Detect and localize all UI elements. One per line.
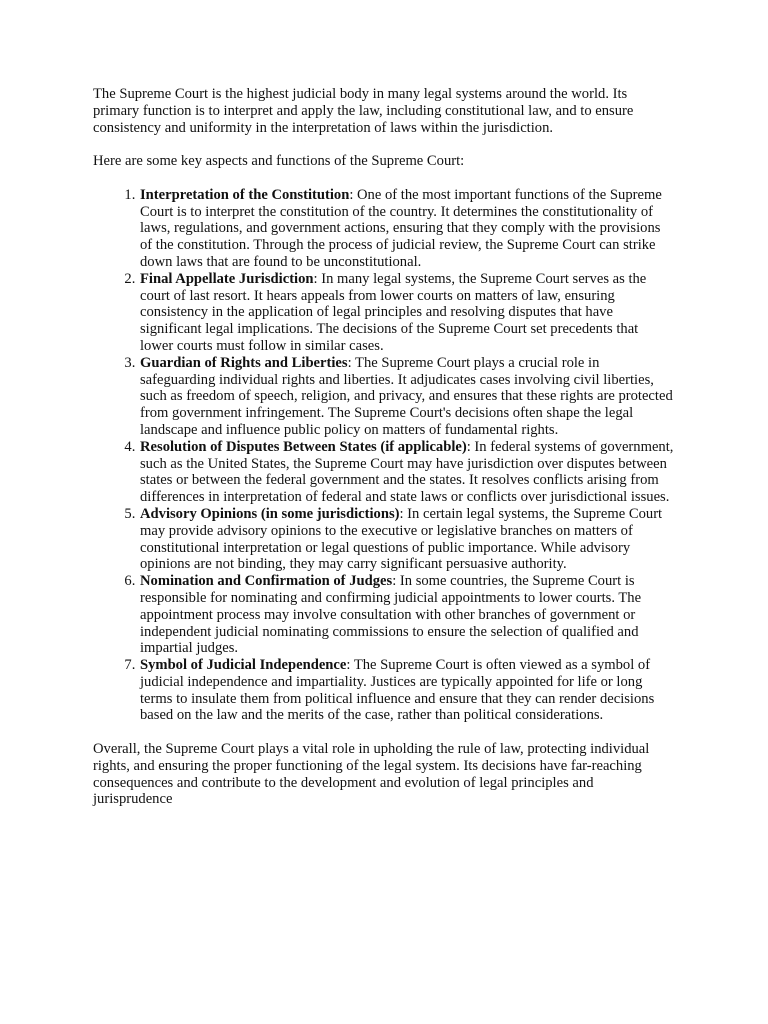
item-title: Final Appellate Jurisdiction [140,270,314,287]
list-item [139,187,675,271]
item-text: : In certain legal systems, the Supreme Court may provide advisory opinions to the executive or legislative branches on matters of constitutional interpretation or legal questions of public importance. While advisory opinions are not binding, they may carry significant persuasive authority. [140,505,663,573]
list-item [139,439,675,506]
item-text: : One of the most important functions of the Supreme Court is to interpret the constitution of the country. It determines the constitutionality of laws, regulations, and government actions, ensuring that they comply with the provisions of the constitution. Through the process of judicial review, the Supreme Court can strike down laws that are found to be unconstitutional. [140,186,662,270]
list-item [139,506,675,573]
item-title: Interpretation of the Constitution [140,186,350,203]
functions-list [93,187,675,725]
item-title: Symbol of Judicial Independence [140,657,347,674]
item-text: : The Supreme Court is often viewed as a symbol of judicial independence and impartiality. Justices are typically appointed for life or long terms to insulate them from political influence and ensure that they can render decisions based on the law and the merits of the case, rather than political considerations. [140,657,655,724]
item-title: Guardian of Rights and Liberties [140,354,348,371]
item-title: Advisory Opinions (in some jurisdictions) [140,505,400,522]
lead-paragraph: Here are some key aspects and functions of the Supreme Court: [93,153,465,170]
item-text: : In some countries, the Supreme Court is responsible for nominating and confirming judicial appointments to lower courts. The appointment process may involve consultation with other branches of government or independent judicial nominating commissions to ensure the selection of qualified and impartial judges. [140,573,642,657]
document-page [93,86,675,808]
conclusion-paragraph: Overall, the Supreme Court plays a vital role in upholding the rule of law, protecting individual rights, and ensuring the proper functioning of the legal system. Its decisions have far-reaching consequences and contribute to the development and evolution of legal principles and jurisprudence [93,741,650,808]
intro-paragraph: The Supreme Court is the highest judicial body in many legal systems around the world. Its primary function is to interpret and apply the law, including constitutional law, and to ensure consistency and uniformity in the interpretation of laws within the jurisdiction. [93,86,634,136]
list-item [139,271,675,355]
list-item [139,355,675,439]
item-text: : In many legal systems, the Supreme Court serves as the court of last resort. It hears appeals from lower courts on matters of law, ensuring consistency in the application of legal principles and resolving disputes that have significant legal implications. The decisions of the Supreme Court set precedents that lower courts must follow in similar cases. [140,270,647,354]
list-item [139,657,675,724]
list-item [139,573,675,657]
item-title: Resolution of Disputes Between States (if applicable) [140,438,467,455]
item-text: : The Supreme Court plays a crucial role in safeguarding individual rights and liberties. It adjudicates cases involving civil liberties, such as freedom of speech, religion, and privacy, and ensures that these rights are protected from government infringement. The Supreme Court's decisions often shape the legal landscape and influence public policy on matters of fundamental rights. [140,354,673,438]
item-title: Nomination and Confirmation of Judges [140,573,393,590]
item-text: : In federal systems of government, such as the United States, the Supreme Court may have jurisdiction over disputes between states or between the federal government and the states. It resolves conflicts arising from differences in interpretation of federal and state laws or conflicts over jurisdictional issues. [140,438,674,506]
